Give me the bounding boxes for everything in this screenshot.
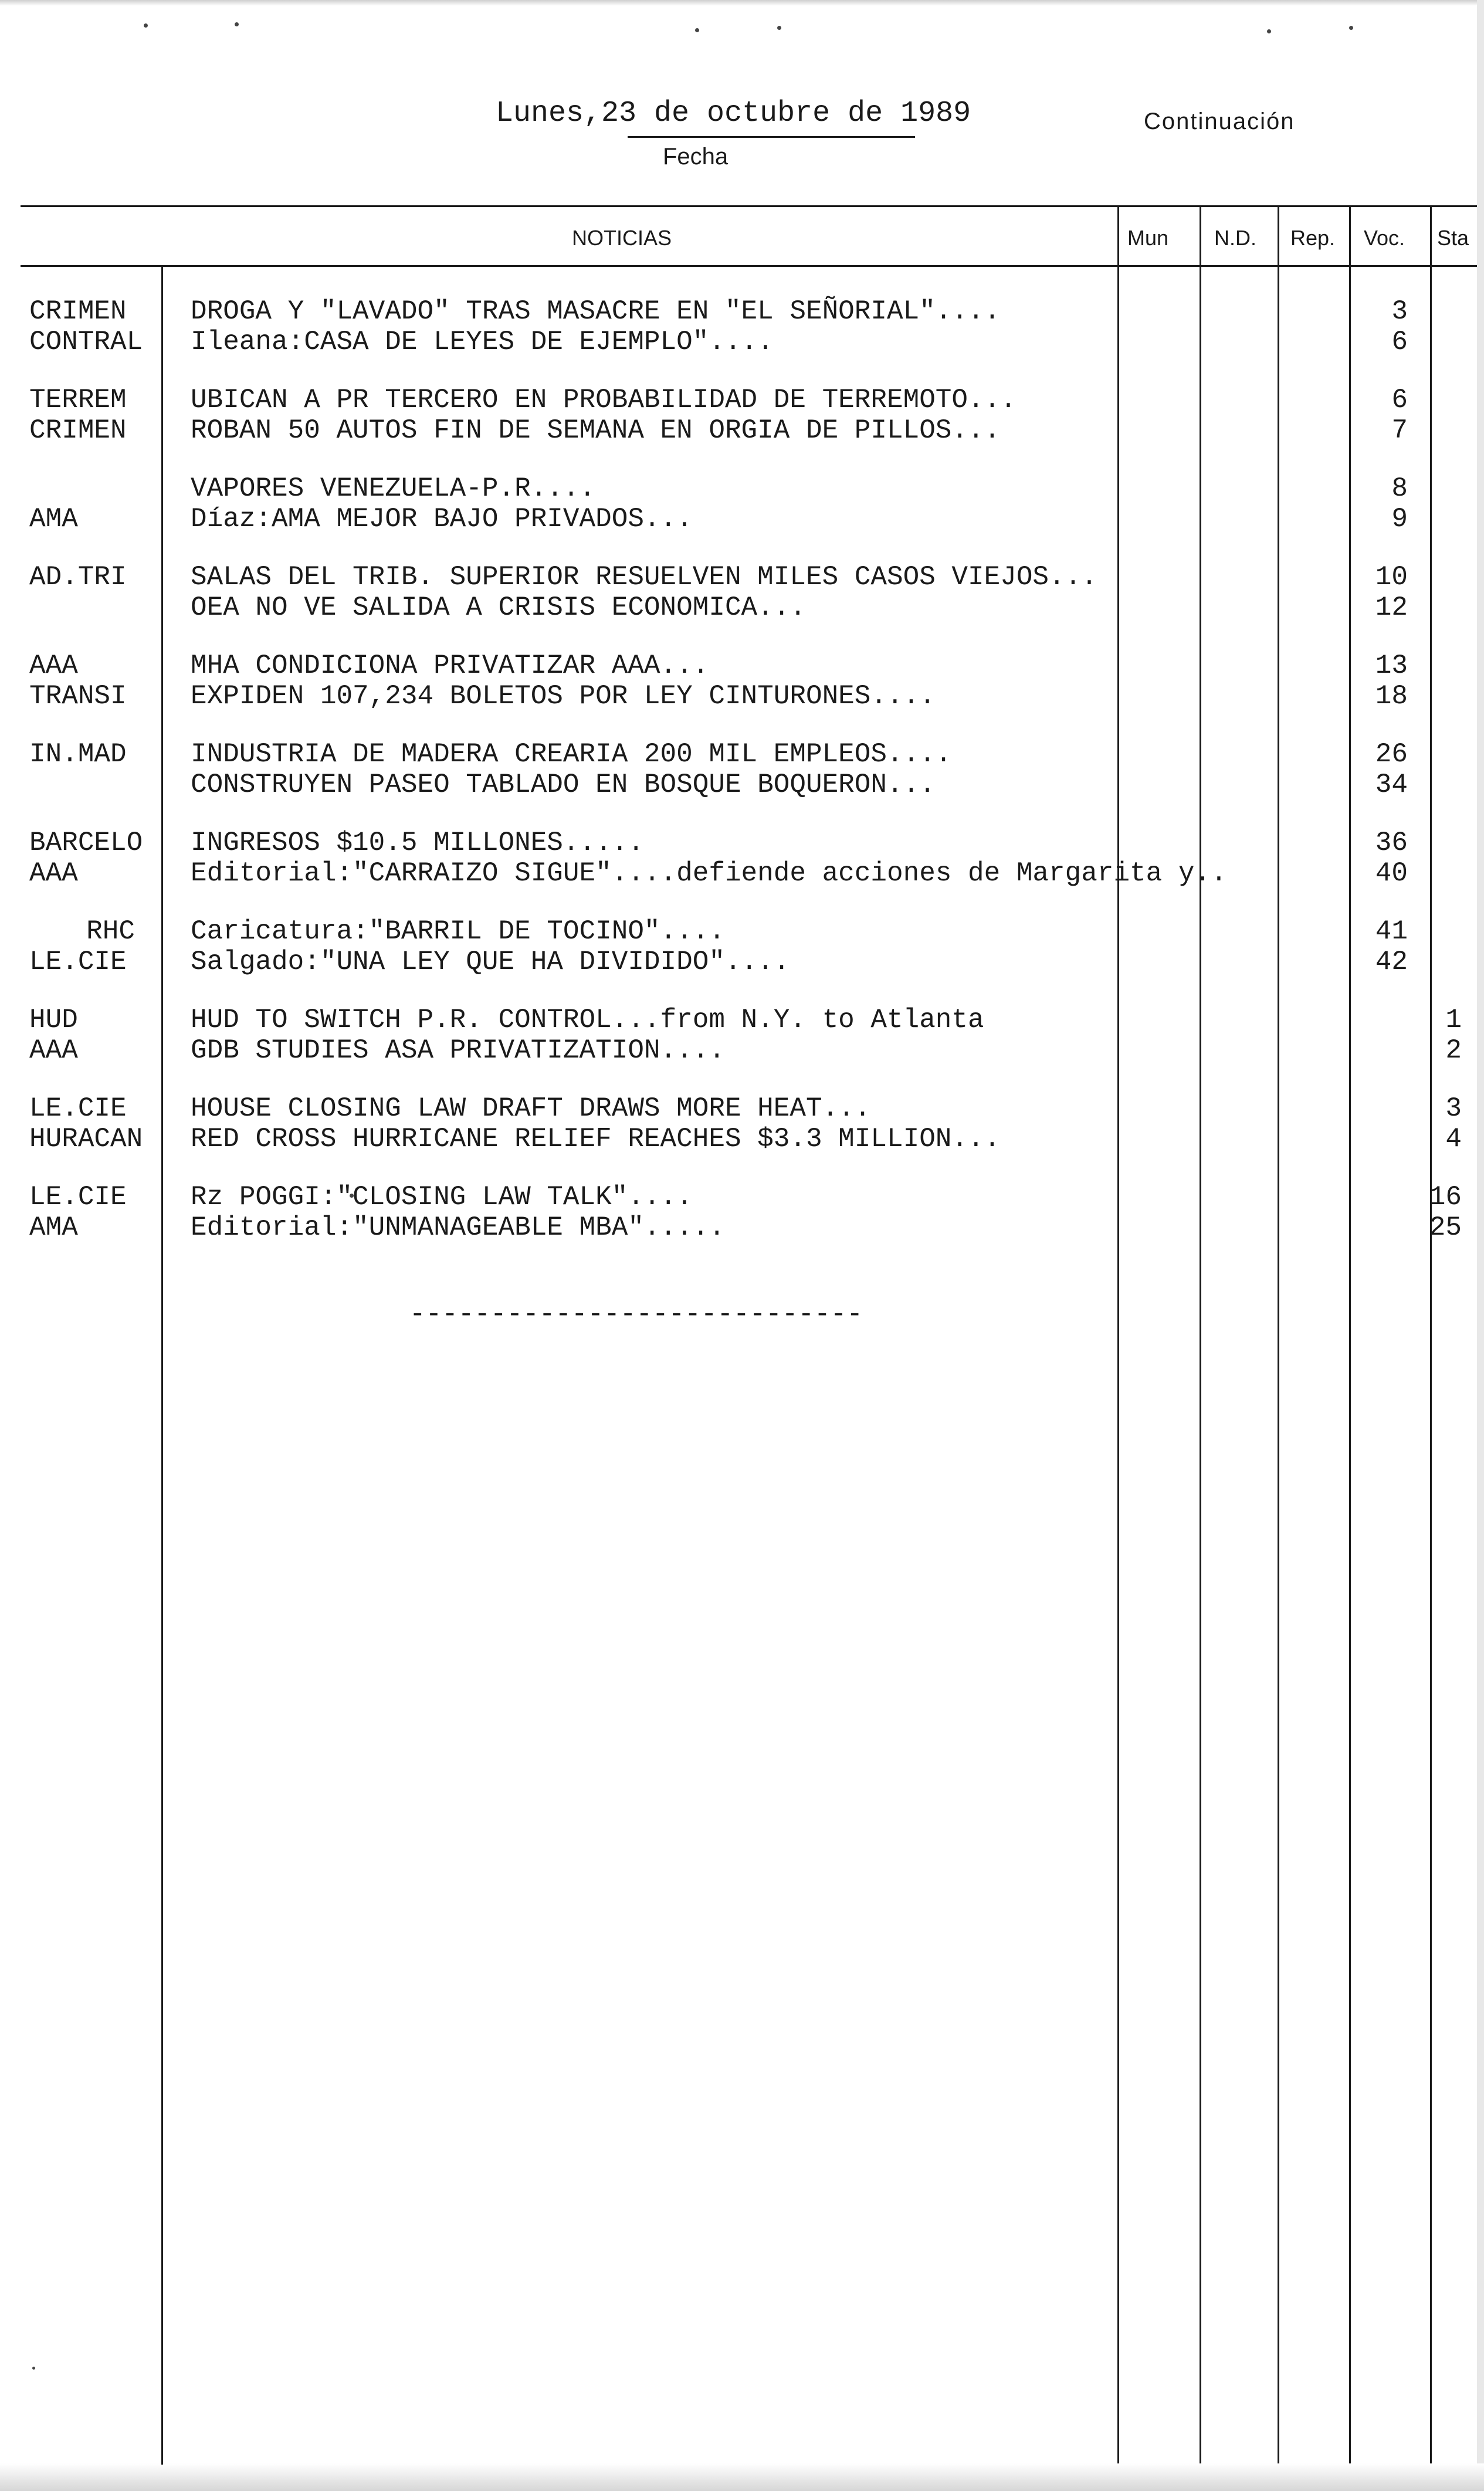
hole-mark: [695, 28, 699, 32]
row-voc-page: 6: [1391, 385, 1408, 415]
row-category: AMA: [29, 504, 78, 534]
row-voc-page: 8: [1391, 473, 1408, 504]
table-header-rule: [21, 265, 1477, 267]
row-voc-page: 10: [1375, 562, 1408, 592]
category-divider: [161, 265, 163, 2465]
row-category: LE.CIE: [29, 1093, 127, 1124]
row-category: AAA: [29, 650, 78, 681]
row-voc-page: 9: [1391, 504, 1408, 534]
row-category: BARCELO: [29, 828, 143, 858]
row-headline: Rz POGGI:"CLOSING LAW TALK"....: [191, 1182, 693, 1212]
row-category: CRIMEN: [29, 296, 127, 327]
row-headline: RED CROSS HURRICANE RELIEF REACHES $3.3 MILLION...: [191, 1124, 1001, 1154]
scan-top-edge: [0, 0, 1484, 6]
column-header-noticias: NOTICIAS: [572, 226, 672, 250]
row-voc-page: 13: [1375, 650, 1408, 681]
date-underline: [628, 136, 915, 138]
row-headline: Editorial:"UNMANAGEABLE MBA".....: [191, 1212, 725, 1243]
column-header-rep: Rep.: [1290, 226, 1336, 250]
hole-mark: [144, 23, 148, 28]
row-category: LE.CIE: [29, 1182, 127, 1212]
row-voc-page: 26: [1375, 739, 1408, 770]
report-date: Lunes,23 de octubre de 1989: [496, 97, 971, 130]
column-divider-rep: [1278, 205, 1279, 2463]
speck-mark: [32, 2367, 35, 2370]
row-voc-page: 6: [1391, 327, 1408, 357]
row-headline: SALAS DEL TRIB. SUPERIOR RESUELVEN MILES CASOS VIEJOS...: [191, 562, 1097, 592]
row-category: RHC: [86, 916, 135, 947]
row-star-page: 1: [1445, 1005, 1462, 1035]
hole-mark: [777, 26, 781, 30]
row-star-page: 25: [1429, 1212, 1462, 1243]
column-header-star: Sta: [1437, 226, 1469, 250]
row-headline: HOUSE CLOSING LAW DRAFT DRAWS MORE HEAT...: [191, 1093, 871, 1124]
row-headline: Díaz:AMA MEJOR BAJO PRIVADOS...: [191, 504, 693, 534]
row-headline: Ileana:CASA DE LEYES DE EJEMPLO"....: [191, 327, 774, 357]
column-divider-nd: [1200, 205, 1201, 2463]
row-category: TRANSI: [29, 681, 127, 711]
row-star-page: 3: [1445, 1093, 1462, 1124]
row-category: AAA: [29, 858, 78, 889]
row-headline: CONSTRUYEN PASEO TABLADO EN BOSQUE BOQUERON...: [191, 770, 936, 800]
row-headline: UBICAN A PR TERCERO EN PROBABILIDAD DE TERREMOTO...: [191, 385, 1017, 415]
row-headline: ROBAN 50 AUTOS FIN DE SEMANA EN ORGIA DE PILLOS...: [191, 415, 1001, 446]
row-star-page: 16: [1429, 1182, 1462, 1212]
row-category: HUD: [29, 1005, 78, 1035]
row-voc-page: 34: [1375, 770, 1408, 800]
column-header-nd: N.D.: [1214, 226, 1256, 250]
scan-bottom-edge: [0, 2463, 1484, 2491]
row-category: LE.CIE: [29, 947, 127, 977]
column-header-voc: Voc.: [1364, 226, 1405, 250]
row-headline: Salgado:"UNA LEY QUE HA DIVIDIDO"....: [191, 947, 790, 977]
row-category: CRIMEN: [29, 415, 127, 446]
hole-mark: [235, 22, 239, 26]
row-voc-page: 40: [1375, 858, 1408, 889]
row-voc-page: 12: [1375, 592, 1408, 623]
table-top-rule: [21, 205, 1477, 207]
hole-mark: [1267, 29, 1271, 33]
row-headline: MHA CONDICIONA PRIVATIZAR AAA...: [191, 650, 709, 681]
row-headline: INGRESOS $10.5 MILLONES.....: [191, 828, 644, 858]
row-star-page: 4: [1445, 1124, 1462, 1154]
row-headline: DROGA Y "LAVADO" TRAS MASACRE EN "EL SEÑORIAL"....: [191, 296, 1001, 327]
row-headline: GDB STUDIES ASA PRIVATIZATION....: [191, 1035, 725, 1066]
row-category: AAA: [29, 1035, 78, 1066]
scan-right-edge: [1477, 0, 1484, 2491]
row-headline: OEA NO VE SALIDA A CRISIS ECONOMICA...: [191, 592, 806, 623]
column-header-mun: Mun: [1127, 226, 1169, 250]
row-category: CONTRAL: [29, 327, 143, 357]
hole-mark: [1349, 26, 1353, 30]
row-headline: Editorial:"CARRAIZO SIGUE"....defiende acciones de Margarita y..: [191, 858, 1227, 889]
date-label: Fecha: [663, 144, 729, 170]
row-voc-page: 36: [1375, 828, 1408, 858]
column-divider-star: [1430, 205, 1432, 2463]
row-voc-page: 42: [1375, 947, 1408, 977]
row-category: AMA: [29, 1212, 78, 1243]
column-divider-voc: [1349, 205, 1351, 2463]
end-divider: ----------------------------: [409, 1299, 863, 1330]
row-headline: VAPORES VENEZUELA-P.R....: [191, 473, 596, 504]
row-voc-page: 3: [1391, 296, 1408, 327]
row-category: TERREM: [29, 385, 127, 415]
column-divider-mun: [1117, 205, 1119, 2463]
row-headline: HUD TO SWITCH P.R. CONTROL...from N.Y. to Atlanta: [191, 1005, 984, 1035]
row-voc-page: 18: [1375, 681, 1408, 711]
row-category: IN.MAD: [29, 739, 127, 770]
row-voc-page: 7: [1391, 415, 1408, 446]
row-headline: Caricatura:"BARRIL DE TOCINO"....: [191, 916, 725, 947]
row-headline: INDUSTRIA DE MADERA CREARIA 200 MIL EMPLEOS....: [191, 739, 952, 770]
row-star-page: 2: [1445, 1035, 1462, 1066]
row-headline: EXPIDEN 107,234 BOLETOS POR LEY CINTURONES....: [191, 681, 936, 711]
row-voc-page: 41: [1375, 916, 1408, 947]
row-category: HURACAN: [29, 1124, 143, 1154]
row-category: AD.TRI: [29, 562, 127, 592]
continuation-label: Continuación: [1144, 109, 1295, 134]
